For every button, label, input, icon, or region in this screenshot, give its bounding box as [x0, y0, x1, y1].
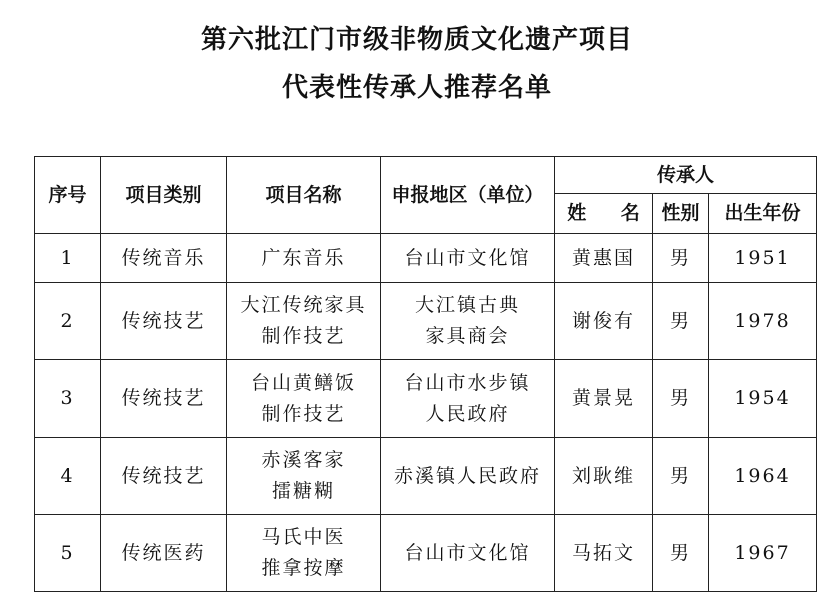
cell-category: 传统医药 — [101, 515, 227, 592]
header-index: 序号 — [35, 157, 101, 234]
cell-index: 5 — [35, 515, 101, 592]
header-region: 申报地区（单位） — [381, 157, 555, 234]
cell-category: 传统技艺 — [101, 283, 227, 360]
cell-project-name-line: 台山黄鳝饭 — [250, 371, 356, 394]
title-line-1: 第六批江门市级非物质文化遗产项目 — [200, 25, 633, 55]
cell-project-name-line: 制作技艺 — [261, 325, 346, 347]
cell-birth-year: 1978 — [709, 283, 817, 360]
cell-project-name-line: 制作技艺 — [261, 402, 346, 425]
cell-project-name-line: 马氏中医 — [261, 526, 346, 548]
cell-category: 传统技艺 — [101, 438, 227, 515]
cell-region-line: 大江镇古典 — [414, 294, 520, 316]
cell-region-line: 人民政府 — [425, 402, 510, 425]
cell-index: 4 — [35, 438, 101, 515]
cell-project-name — [227, 515, 381, 592]
table-row — [35, 438, 817, 515]
header-inheritor: 传承人 — [555, 157, 817, 194]
cell-gender: 男 — [653, 360, 709, 438]
cell-project-name — [227, 234, 381, 283]
cell-gender: 男 — [653, 438, 709, 515]
cell-index: 3 — [35, 360, 101, 438]
table-body — [35, 234, 817, 592]
cell-region-line: 台山市文化馆 — [404, 541, 531, 564]
header-name-label: 姓 名 — [567, 202, 654, 224]
table-row — [35, 515, 817, 592]
cell-region-line: 台山市水步镇 — [404, 371, 531, 394]
cell-gender: 男 — [653, 515, 709, 592]
table-row — [35, 360, 817, 438]
header-category: 项目类别 — [101, 157, 227, 234]
header-gender: 性别 — [653, 194, 709, 234]
cell-project-name-line: 广东音乐 — [261, 246, 346, 269]
cell-birth-year: 1951 — [709, 234, 817, 283]
cell-gender: 男 — [653, 234, 709, 283]
cell-project-name-line: 赤溪客家 — [261, 449, 346, 471]
cell-project-name — [227, 438, 381, 515]
cell-name: 黄景晃 — [555, 360, 653, 438]
title-line-2: 代表性传承人推荐名单 — [281, 73, 552, 103]
cell-region — [381, 360, 555, 438]
cell-project-name — [227, 283, 381, 360]
document-title — [0, 0, 834, 105]
cell-name: 马拓文 — [555, 515, 653, 592]
cell-project-name — [227, 360, 381, 438]
header-project-name: 项目名称 — [227, 157, 381, 234]
cell-birth-year: 1967 — [709, 515, 817, 592]
cell-name: 刘耿维 — [555, 438, 653, 515]
table-row — [35, 283, 817, 360]
inheritor-table — [34, 156, 817, 592]
cell-region — [381, 438, 555, 515]
cell-region — [381, 283, 555, 360]
header-name — [555, 194, 653, 234]
cell-name: 黄惠国 — [555, 234, 653, 283]
cell-region-line: 赤溪镇人民政府 — [393, 464, 541, 487]
cell-region-line: 台山市文化馆 — [404, 246, 531, 269]
header-birth-year: 出生年份 — [709, 194, 817, 234]
cell-name: 谢俊有 — [555, 283, 653, 360]
cell-gender: 男 — [653, 283, 709, 360]
cell-project-name-line: 推拿按摩 — [261, 557, 346, 579]
cell-region-line: 家具商会 — [425, 325, 510, 347]
cell-project-name-line: 大江传统家具 — [240, 294, 367, 316]
cell-project-name-line: 擂糖糊 — [271, 480, 335, 502]
cell-category: 传统音乐 — [101, 234, 227, 283]
cell-region — [381, 515, 555, 592]
cell-index: 2 — [35, 283, 101, 360]
cell-birth-year: 1964 — [709, 438, 817, 515]
cell-region — [381, 234, 555, 283]
cell-category: 传统技艺 — [101, 360, 227, 438]
cell-birth-year: 1954 — [709, 360, 817, 438]
cell-index: 1 — [35, 234, 101, 283]
table-row — [35, 234, 817, 283]
